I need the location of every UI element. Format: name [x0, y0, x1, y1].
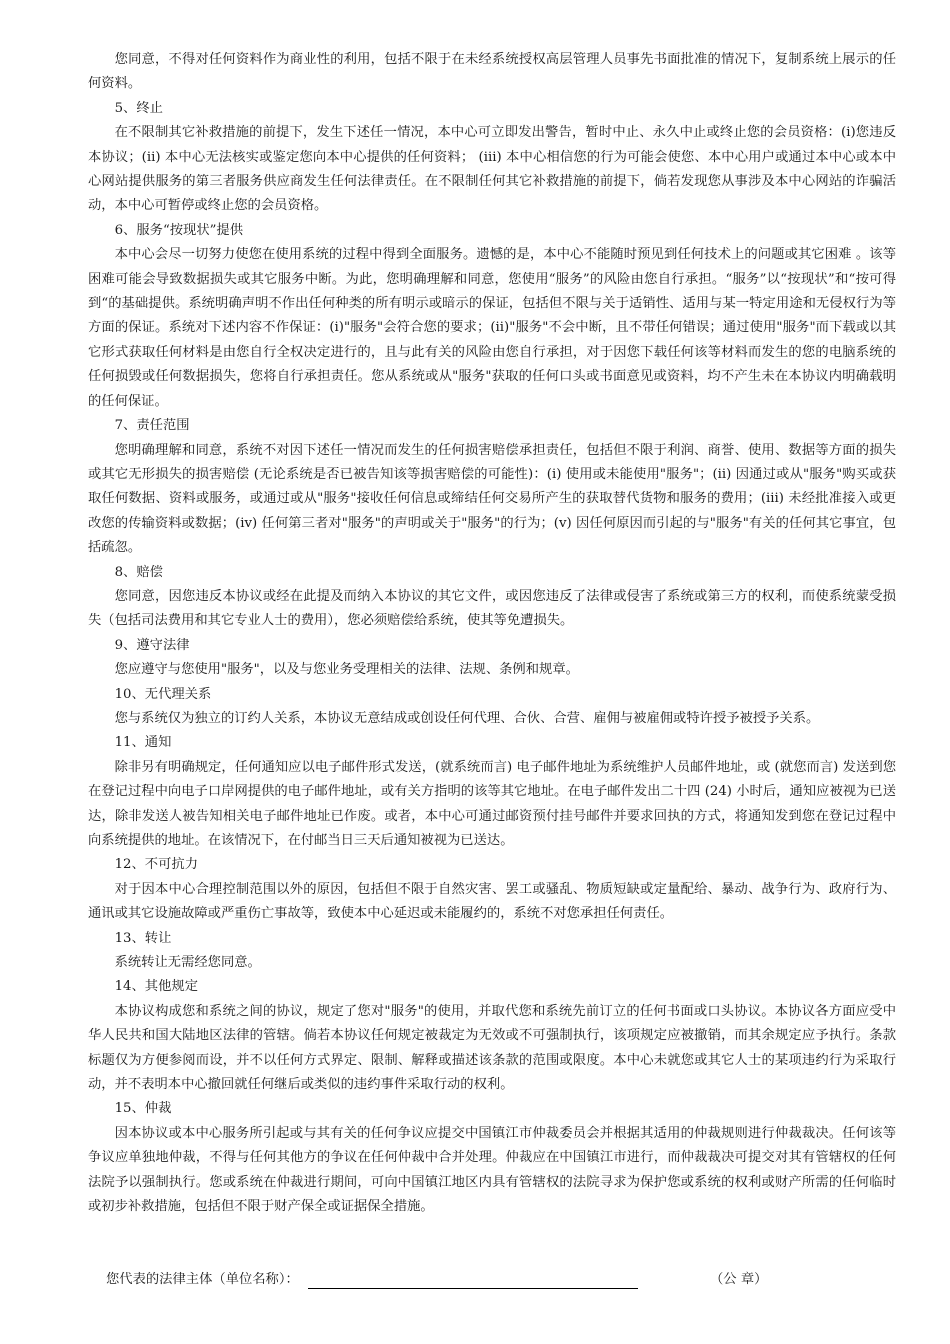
paragraph-no-agency: 您与系统仅为独立的订约人关系，本协议无意结成或创设任何代理、合伙、合营、雇佣与被雇佣或特许授予被授予关系。 — [114, 710, 820, 726]
paragraph-commercial-use: 您同意，不得对任何资料作为商业性的利用，包括不限于在未经系统授权高层管理人员事先书面批准的情况下，复制系统上展示的任何资料。 — [88, 52, 896, 92]
section-heading-no-agency: 10、无代理关系 — [114, 686, 212, 702]
paragraph-notice: 除非另有明确规定，任何通知应以电子邮件形式发送，(就系统而言) 电子邮件地址为系统维护人员邮件地址，或 (就您而言) 发送到您在登记过程中向电子口岸网提供的电子邮件地址，或有关方指明的该等其它地址。在电子邮件发出二十四 (24) 小时后，通知应被视为已送达，除非发送人被告知相关电子邮件地址已作废。或者，本中心可通过邮资预付挂号邮件并要求回执的方式，将通知发到您在登记过程中向系统提供的地址。在该情况下，在付邮当日三天后通知被视为已送达。 — [88, 759, 896, 848]
section-heading-assignment: 13、转让 — [114, 930, 172, 946]
paragraph-termination: 在不限制其它补救措施的前提下，发生下述任一情况，本中心可立即发出警告，暂时中止、永久中止或终止您的会员资格：(i)您违反本协议；(ii) 本中心无法核实或鉴定您向本中心提供的任何资料； (iii) 本中心相信您的行为可能会使您、本中心用户或通过本中心或本中心网站提供服务的第三者服务供应商发生任何法律责任。在不限制任何其它补救措施的前提下，倘若发现您从事涉及本中心网站的诈骗活动，本中心可暂停或终止您的会员资格。 — [88, 125, 896, 214]
paragraph-miscellaneous: 本协议构成您和系统之间的协议，规定了您对"服务"的使用，并取代您和系统先前订立的任何书面或口头协议。本协议各方面应受中华人民共和国大陆地区法律的管辖。倘若本协议任何规定被裁定为无效或不可强制执行，该项规定应被撤销，而其余规定应予执行。条款标题仅为方便参阅而设，并不以任何方式界定、限制、解释或描述该条款的范围或限度。本中心未就您或其它人士的某项违约行为采取行动，并不表明本中心撤回就任何继后或类似的违约事件采取行动的权利。 — [88, 1003, 896, 1093]
signature-blank-line[interactable] — [308, 1288, 638, 1289]
paragraph-force-majeure: 对于因本中心合理控制范围以外的原因，包括但不限于自然灾害、罢工或骚乱、物质短缺或定量配给、暴动、战争行为、政府行为、通讯或其它设施故障或严重伤亡事故等，致使本中心延迟或未能履约的，系统不对您承担任何责任。 — [88, 881, 896, 922]
section-heading-termination: 5、终止 — [114, 100, 163, 116]
signature-block — [88, 1268, 896, 1296]
section-heading-miscellaneous: 14、其他规定 — [114, 979, 198, 995]
paragraph-arbitration: 因本协议或本中心服务所引起或与其有关的任何争议应提交中国镇江市仲裁委员会并根据其适用的仲裁规则进行仲裁裁决。任何该等争议应单独地仲裁，不得与任何其他方的争议在任何仲裁中合并处理。仲裁应在中国镇江市进行，而仲裁裁决可提交对其有管辖权的任何法院予以强制执行。您或系统在仲裁进行期间，可向中国镇江地区内具有管辖权的法院寻求为保护您或系统的权利或财产所需的任何临时或初步补救措施，包括但不限于财产保全或证据保全措施。 — [88, 1125, 896, 1215]
section-heading-as-is: 6、服务“按现状”提供 — [114, 222, 244, 238]
paragraph-compliance: 您应遵守与您使用"服务"，以及与您业务受理相关的法律、法规、条例和规章。 — [114, 662, 579, 678]
section-heading-indemnity: 8、赔偿 — [114, 564, 163, 580]
paragraph-as-is: 本中心会尽一切努力使您在使用系统的过程中得到全面服务。遗憾的是，本中心不能随时预见到任何技术上的问题或其它困难 。该等困难可能会导致数据损失或其它服务中断。为此，您明确理解和同意，您使用“服务”的风险由您自行承担。“服务”以“按现状”和“按可得到“的基础提供。系统明确声明不作出任何种类的所有明示或暗示的保证，包括但不限与关于适销性、适用与某一特定用途和无侵权行为等方面的保证。系统对下述内容不作保证：(i)"服务"会符合您的要求；(ii)"服务"不会中断，且不带任何错误；通过使用"服务"而下载或以其它形式获取任何材料是由您自行全权决定进行的，且与此有关的风险由您自行承担，对于因您下载任何该等材料而发生的您的电脑系统的任何损毁或任何数据损失，您将自行承担责任。您从系统或从"服务"获取的任何口头或书面意见或资料，均不产生未在本协议内明确载明的任何保证。 — [88, 247, 896, 409]
section-heading-arbitration: 15、仲裁 — [114, 1101, 172, 1117]
seal-placeholder: （公 章） — [710, 1272, 768, 1287]
section-heading-notice: 11、通知 — [114, 735, 172, 751]
section-heading-compliance: 9、遵守法律 — [114, 637, 190, 653]
section-heading-force-majeure: 12、不可抗力 — [114, 857, 198, 873]
section-heading-liability: 7、责任范围 — [114, 418, 190, 434]
signature-label: 您代表的法律主体（单位名称）： — [106, 1272, 299, 1287]
paragraph-liability: 您明确理解和同意，系统不对因下述任一情况而发生的任何损害赔偿承担责任，包括但不限于利润、商誉、使用、数据等方面的损失或其它无形损失的损害赔偿 (无论系统是否已被告知该等损害赔偿的可能性)：(i) 使用或未能使用"服务"；(ii) 因通过或从"服务"购买或获取任何数据、资料或服务，或通过或从"服务"接收任何信息或缔结任何交易所产生的获取替代货物和服务的费用；(iii) 未经批准接入或更改您的传输资料或数据；(iv) 任何第三者对"服务"的声明或关于"服务"的行为；(v) 因任何原因而引起的与"服务"有关的任何其它事宜，包括疏忽。 — [88, 442, 896, 556]
paragraph-assignment: 系统转让无需经您同意。 — [114, 955, 261, 971]
agreement-body — [88, 48, 896, 1220]
paragraph-indemnity: 您同意，因您违反本协议或经在此提及而纳入本协议的其它文件，或因您违反了法律或侵害了系统或第三方的权利，而使系统蒙受损失（包括司法费用和其它专业人士的费用），您必须赔偿给系统，使其等免遭损失。 — [88, 588, 896, 629]
